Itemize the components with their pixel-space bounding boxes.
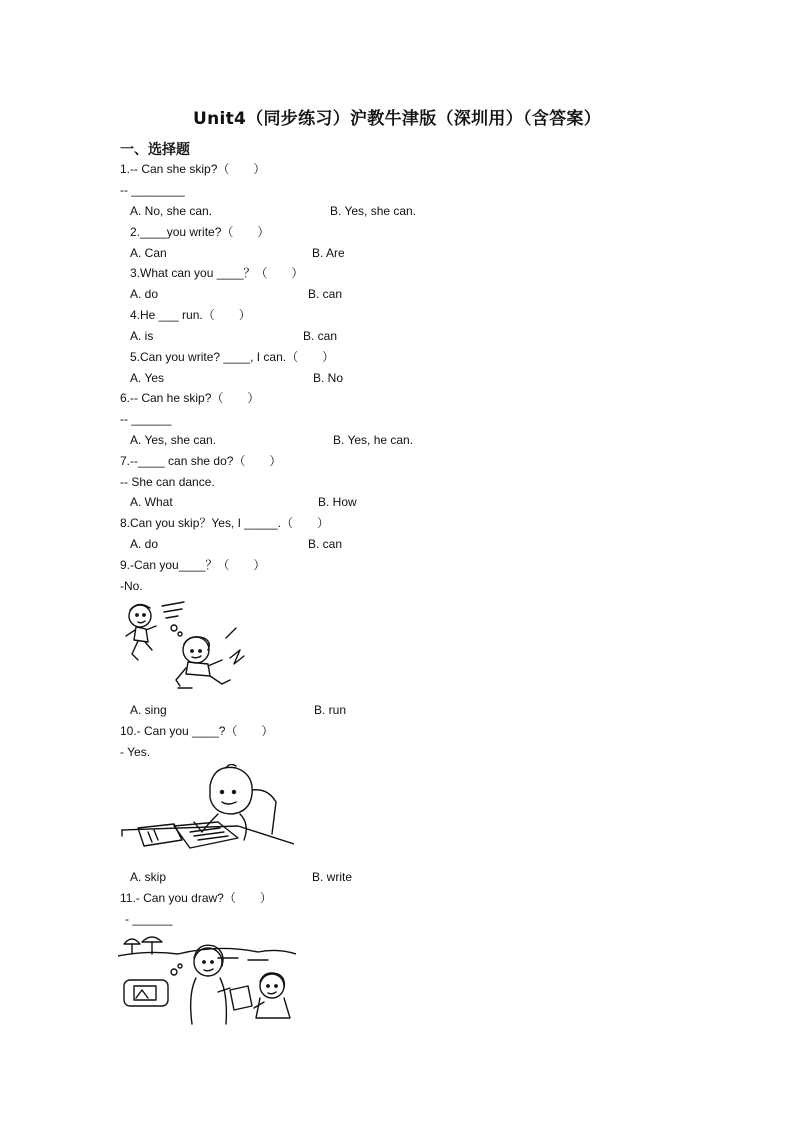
question-11-stem: 11.- Can you draw?（ ） — [120, 891, 272, 905]
drawing-children-illustration — [118, 932, 296, 1026]
question-10-option-b: B. write — [312, 870, 353, 884]
question-2-option-a: A. Can — [130, 246, 167, 260]
question-3-option-a: A. do — [130, 287, 159, 301]
question-7-stem: 7.--____ can she do?（ ） — [120, 454, 282, 468]
question-9-stem: 9.-Can you____？（ ） — [120, 558, 266, 572]
section-heading: 一、选择题 — [120, 142, 190, 158]
question-8-option-a: A. do — [130, 537, 159, 551]
question-10-option-a: A. skip — [130, 870, 167, 884]
question-6-stem: 6.-- Can he skip?（ ） — [120, 391, 260, 405]
question-6-answer-line: -- ______ — [120, 412, 172, 426]
question-6-option-b: B. Yes, he can. — [333, 433, 414, 447]
question-8-stem: 8.Can you skip？Yes, I _____.（ ） — [120, 516, 329, 530]
writing-child-illustration — [118, 764, 294, 860]
running-children-illustration — [118, 598, 250, 694]
question-8-option-b: B. can — [308, 537, 343, 551]
question-2-option-b: B. Are — [312, 246, 345, 260]
question-5-option-b: B. No — [313, 371, 344, 385]
question-1-answer-line: -- ________ — [120, 183, 185, 197]
question-9-option-b: B. run — [314, 703, 347, 717]
question-10-answer-line: - Yes. — [120, 745, 151, 759]
question-11-answer-line: - ______ — [125, 912, 173, 926]
question-1-stem: 1.-- Can she skip?（ ） — [120, 162, 266, 176]
question-9-option-a: A. sing — [130, 703, 167, 717]
question-4-option-b: B. can — [303, 329, 338, 343]
question-5-option-a: A. Yes — [130, 371, 165, 385]
question-4-option-a: A. is — [130, 329, 154, 343]
question-1-option-a: A. No, she can. — [130, 204, 213, 218]
question-3-stem: 3.What can you ____？（ ） — [130, 266, 304, 280]
question-7-answer-line: -- She can dance. — [120, 475, 215, 489]
question-3-option-b: B. can — [308, 287, 343, 301]
question-2-stem: 2.____you write?（ ） — [130, 225, 270, 239]
question-9-answer-line: -No. — [120, 579, 143, 593]
page-title: Unit4（同步练习）沪教牛津版（深圳用）（含答案） — [193, 109, 601, 129]
question-7-option-a: A. What — [130, 495, 173, 509]
question-6-option-a: A. Yes, she can. — [130, 433, 217, 447]
question-1-option-b: B. Yes, she can. — [330, 204, 417, 218]
question-10-stem: 10.- Can you ____?（ ） — [120, 724, 274, 738]
question-7-option-b: B. How — [318, 495, 357, 509]
question-5-stem: 5.Can you write? ____, I can.（ ） — [130, 350, 335, 364]
question-4-stem: 4.He ___ run.（ ） — [130, 308, 251, 322]
